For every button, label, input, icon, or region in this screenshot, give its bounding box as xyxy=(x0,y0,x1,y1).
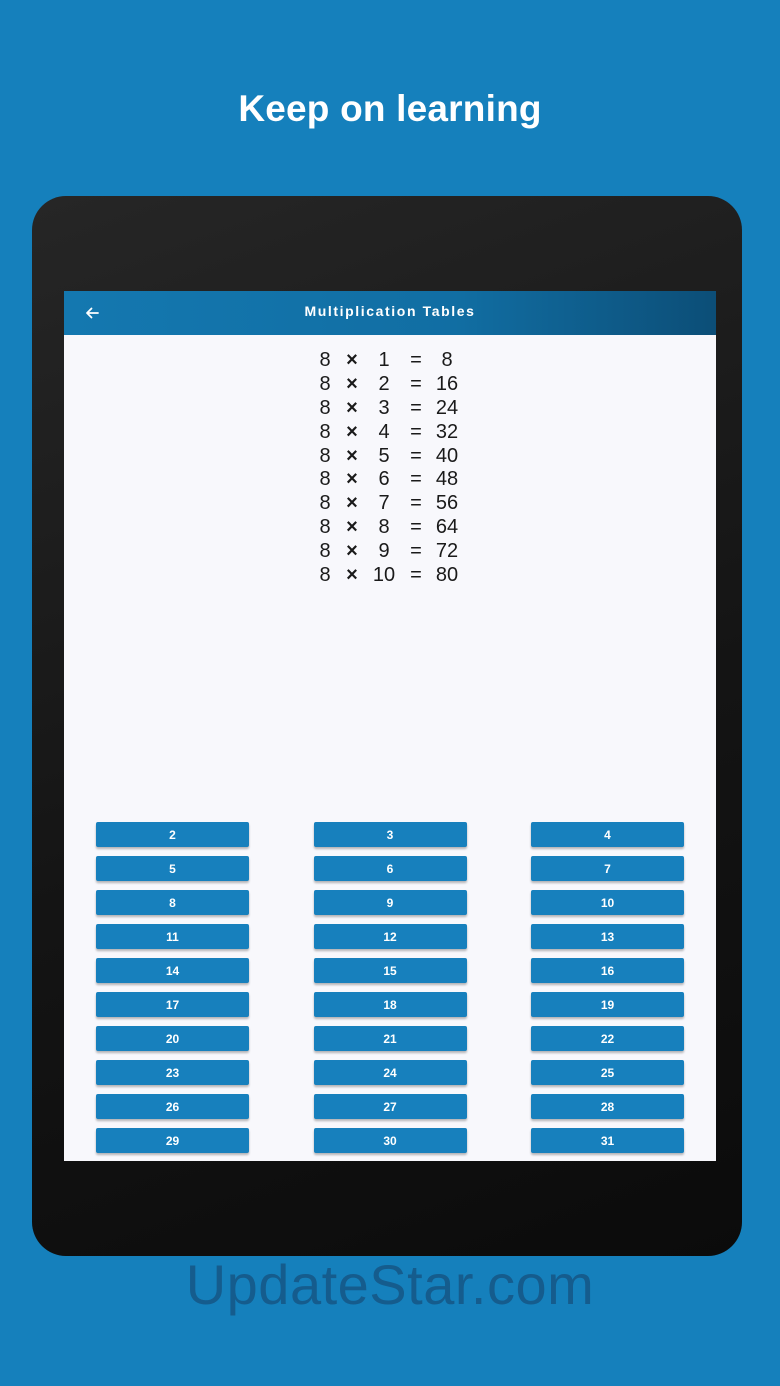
table-button-15[interactable]: 15 xyxy=(314,958,467,983)
times-sign: × xyxy=(346,444,358,467)
table-button-6[interactable]: 6 xyxy=(314,856,467,881)
table-button-8[interactable]: 8 xyxy=(96,890,249,915)
times-sign: × xyxy=(346,563,358,586)
table-button-14[interactable]: 14 xyxy=(96,958,249,983)
app-bar xyxy=(64,291,716,335)
table-button-24[interactable]: 24 xyxy=(314,1060,467,1085)
table-button-30[interactable]: 30 xyxy=(314,1128,467,1153)
table-button-23[interactable]: 23 xyxy=(96,1060,249,1085)
table-button-9[interactable]: 9 xyxy=(314,890,467,915)
product: 24 xyxy=(435,396,459,419)
multiplier: 7 xyxy=(378,492,390,515)
multiplicand: 8 xyxy=(319,492,331,515)
table-selector-grid xyxy=(96,822,684,1153)
table-button-31[interactable]: 31 xyxy=(531,1128,684,1153)
table-row xyxy=(310,468,470,492)
multiplicand: 8 xyxy=(319,444,331,467)
multiplier: 1 xyxy=(378,349,390,372)
multiplicand: 8 xyxy=(319,539,331,562)
table-button-19[interactable]: 19 xyxy=(531,992,684,1017)
table-button-18[interactable]: 18 xyxy=(314,992,467,1017)
multiplier: 3 xyxy=(378,396,390,419)
table-row xyxy=(310,492,470,516)
table-button-10[interactable]: 10 xyxy=(531,890,684,915)
multiplier: 2 xyxy=(378,373,390,396)
table-button-4[interactable]: 4 xyxy=(531,822,684,847)
table-button-22[interactable]: 22 xyxy=(531,1026,684,1051)
multiplicand: 8 xyxy=(319,396,331,419)
times-sign: × xyxy=(346,373,358,396)
product: 48 xyxy=(435,468,459,491)
table-button-13[interactable]: 13 xyxy=(531,924,684,949)
multiplicand: 8 xyxy=(319,515,331,538)
times-sign: × xyxy=(346,492,358,515)
product: 40 xyxy=(435,444,459,467)
equals-sign: = xyxy=(410,349,422,372)
table-row xyxy=(310,420,470,444)
table-button-20[interactable]: 20 xyxy=(96,1026,249,1051)
promo-title: Keep on learning xyxy=(238,88,542,129)
multiplier: 6 xyxy=(378,468,390,491)
table-button-5[interactable]: 5 xyxy=(96,856,249,881)
table-button-12[interactable]: 12 xyxy=(314,924,467,949)
product: 56 xyxy=(435,492,459,515)
table-button-3[interactable]: 3 xyxy=(314,822,467,847)
table-button-29[interactable]: 29 xyxy=(96,1128,249,1153)
times-sign: × xyxy=(346,396,358,419)
table-row xyxy=(310,349,470,373)
table-button-7[interactable]: 7 xyxy=(531,856,684,881)
multiplication-table xyxy=(310,349,470,587)
app-title: Multiplication Tables xyxy=(304,303,476,319)
times-sign: × xyxy=(346,420,358,443)
equals-sign: = xyxy=(410,492,422,515)
multiplicand: 8 xyxy=(319,349,331,372)
times-sign: × xyxy=(346,349,358,372)
multiplicand: 8 xyxy=(319,468,331,491)
equals-sign: = xyxy=(410,396,422,419)
back-button[interactable] xyxy=(78,299,106,327)
equals-sign: = xyxy=(410,539,422,562)
table-button-2[interactable]: 2 xyxy=(96,822,249,847)
multiplicand: 8 xyxy=(319,420,331,443)
table-button-25[interactable]: 25 xyxy=(531,1060,684,1085)
product: 64 xyxy=(435,515,459,538)
equals-sign: = xyxy=(410,468,422,491)
equals-sign: = xyxy=(410,444,422,467)
multiplier: 9 xyxy=(378,539,390,562)
table-row xyxy=(310,539,470,563)
equals-sign: = xyxy=(410,373,422,396)
table-row xyxy=(310,563,470,587)
equals-sign: = xyxy=(410,515,422,538)
multiplier: 5 xyxy=(378,444,390,467)
table-button-28[interactable]: 28 xyxy=(531,1094,684,1119)
multiplicand: 8 xyxy=(319,373,331,396)
equals-sign: = xyxy=(410,563,422,586)
table-button-27[interactable]: 27 xyxy=(314,1094,467,1119)
product: 80 xyxy=(435,563,459,586)
multiplier: 4 xyxy=(378,420,390,443)
product: 8 xyxy=(441,349,453,372)
times-sign: × xyxy=(346,539,358,562)
app-screen xyxy=(64,291,716,1161)
table-row xyxy=(310,373,470,397)
times-sign: × xyxy=(346,468,358,491)
table-button-16[interactable]: 16 xyxy=(531,958,684,983)
table-button-11[interactable]: 11 xyxy=(96,924,249,949)
table-row xyxy=(310,397,470,421)
table-button-21[interactable]: 21 xyxy=(314,1026,467,1051)
product: 72 xyxy=(435,539,459,562)
watermark: UpdateStar.com xyxy=(185,1253,595,1316)
table-button-26[interactable]: 26 xyxy=(96,1094,249,1119)
equals-sign: = xyxy=(410,420,422,443)
table-row xyxy=(310,444,470,468)
table-button-17[interactable]: 17 xyxy=(96,992,249,1017)
multiplicand: 8 xyxy=(319,563,331,586)
arrow-left-icon xyxy=(84,305,100,321)
table-row xyxy=(310,516,470,540)
product: 32 xyxy=(435,420,459,443)
times-sign: × xyxy=(346,515,358,538)
product: 16 xyxy=(435,373,459,396)
multiplier: 8 xyxy=(378,515,390,538)
multiplier: 10 xyxy=(372,563,396,586)
